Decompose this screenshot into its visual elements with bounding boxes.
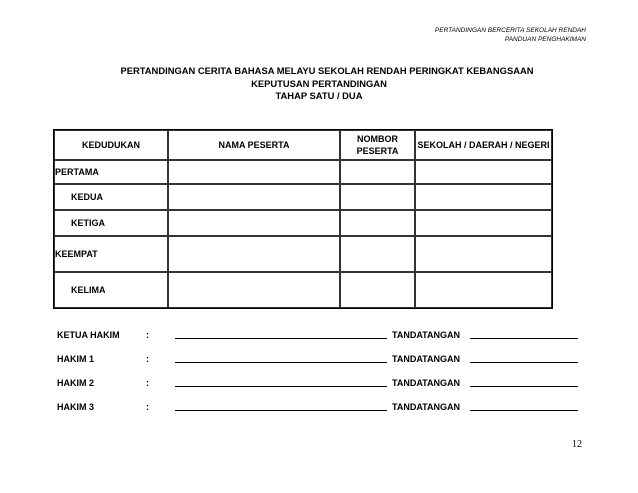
table-header-row — [54, 130, 552, 160]
signature-line[interactable] — [470, 410, 578, 411]
header-position: KEDUDUKAN — [54, 130, 168, 160]
number-cell[interactable] — [340, 236, 415, 272]
table-row — [54, 184, 552, 210]
school-cell[interactable] — [415, 272, 552, 308]
signature-label: TANDATANGAN — [392, 402, 460, 412]
table-row — [54, 210, 552, 236]
judge-role: KETUA HAKIM — [57, 330, 120, 340]
table-row — [54, 160, 552, 184]
school-cell[interactable] — [415, 184, 552, 210]
name-cell[interactable] — [168, 210, 340, 236]
judge-colon: : — [146, 402, 149, 412]
signature-label: TANDATANGAN — [392, 378, 460, 388]
judge-colon: : — [146, 330, 149, 340]
document-subtitle: KEPUTUSAN PERTANDINGAN — [251, 78, 387, 89]
judge-colon: : — [146, 354, 149, 364]
header-number-line1: NOMBOR — [357, 134, 398, 144]
judge-name-line[interactable] — [175, 386, 387, 387]
results-table — [53, 129, 553, 309]
number-cell[interactable] — [340, 160, 415, 184]
header-number-line2: PESERTA — [356, 146, 399, 156]
running-header-subtitle: PANDUAN PENGHAKIMAN — [504, 36, 586, 43]
document-title: PERTANDINGAN CERITA BAHASA MELAYU SEKOLAH RENDAH PERINGKAT KEBANGSAAN — [120, 65, 534, 76]
school-cell[interactable] — [415, 160, 552, 184]
judge-name-line[interactable] — [175, 362, 387, 363]
name-cell[interactable] — [168, 236, 340, 272]
judge-role: HAKIM 2 — [57, 378, 95, 388]
judge-name-line[interactable] — [175, 338, 387, 339]
name-cell[interactable] — [168, 272, 340, 308]
header-school: SEKOLAH / DAERAH / NEGERI — [415, 130, 552, 160]
number-cell[interactable] — [340, 210, 415, 236]
rank-cell: KELIMA — [54, 272, 168, 308]
judge-role: HAKIM 3 — [57, 402, 95, 412]
school-cell[interactable] — [415, 210, 552, 236]
name-cell[interactable] — [168, 184, 340, 210]
document-level: TAHAP SATU / DUA — [275, 90, 363, 101]
signature-line[interactable] — [470, 338, 578, 339]
table-row — [54, 272, 552, 308]
number-cell[interactable] — [340, 272, 415, 308]
signature-line[interactable] — [470, 386, 578, 387]
header-participant-name: NAMA PESERTA — [168, 130, 340, 160]
rank-cell: KETIGA — [54, 210, 168, 236]
signature-line[interactable] — [470, 362, 578, 363]
rank-cell: PERTAMA — [54, 160, 168, 184]
running-header-title: PERTANDINGAN BERCERITA SEKOLAH RENDAH — [434, 27, 586, 34]
name-cell[interactable] — [168, 160, 340, 184]
rank-cell: KEDUA — [54, 184, 168, 210]
page-number: 12 — [572, 439, 582, 450]
judge-colon: : — [146, 378, 149, 388]
header-participant-number — [340, 130, 415, 160]
school-cell[interactable] — [415, 236, 552, 272]
judge-role: HAKIM 1 — [57, 354, 95, 364]
signature-label: TANDATANGAN — [392, 330, 460, 340]
number-cell[interactable] — [340, 184, 415, 210]
rank-cell: KEEMPAT — [54, 236, 168, 272]
table-row — [54, 236, 552, 272]
judge-name-line[interactable] — [175, 410, 387, 411]
signature-label: TANDATANGAN — [392, 354, 460, 364]
